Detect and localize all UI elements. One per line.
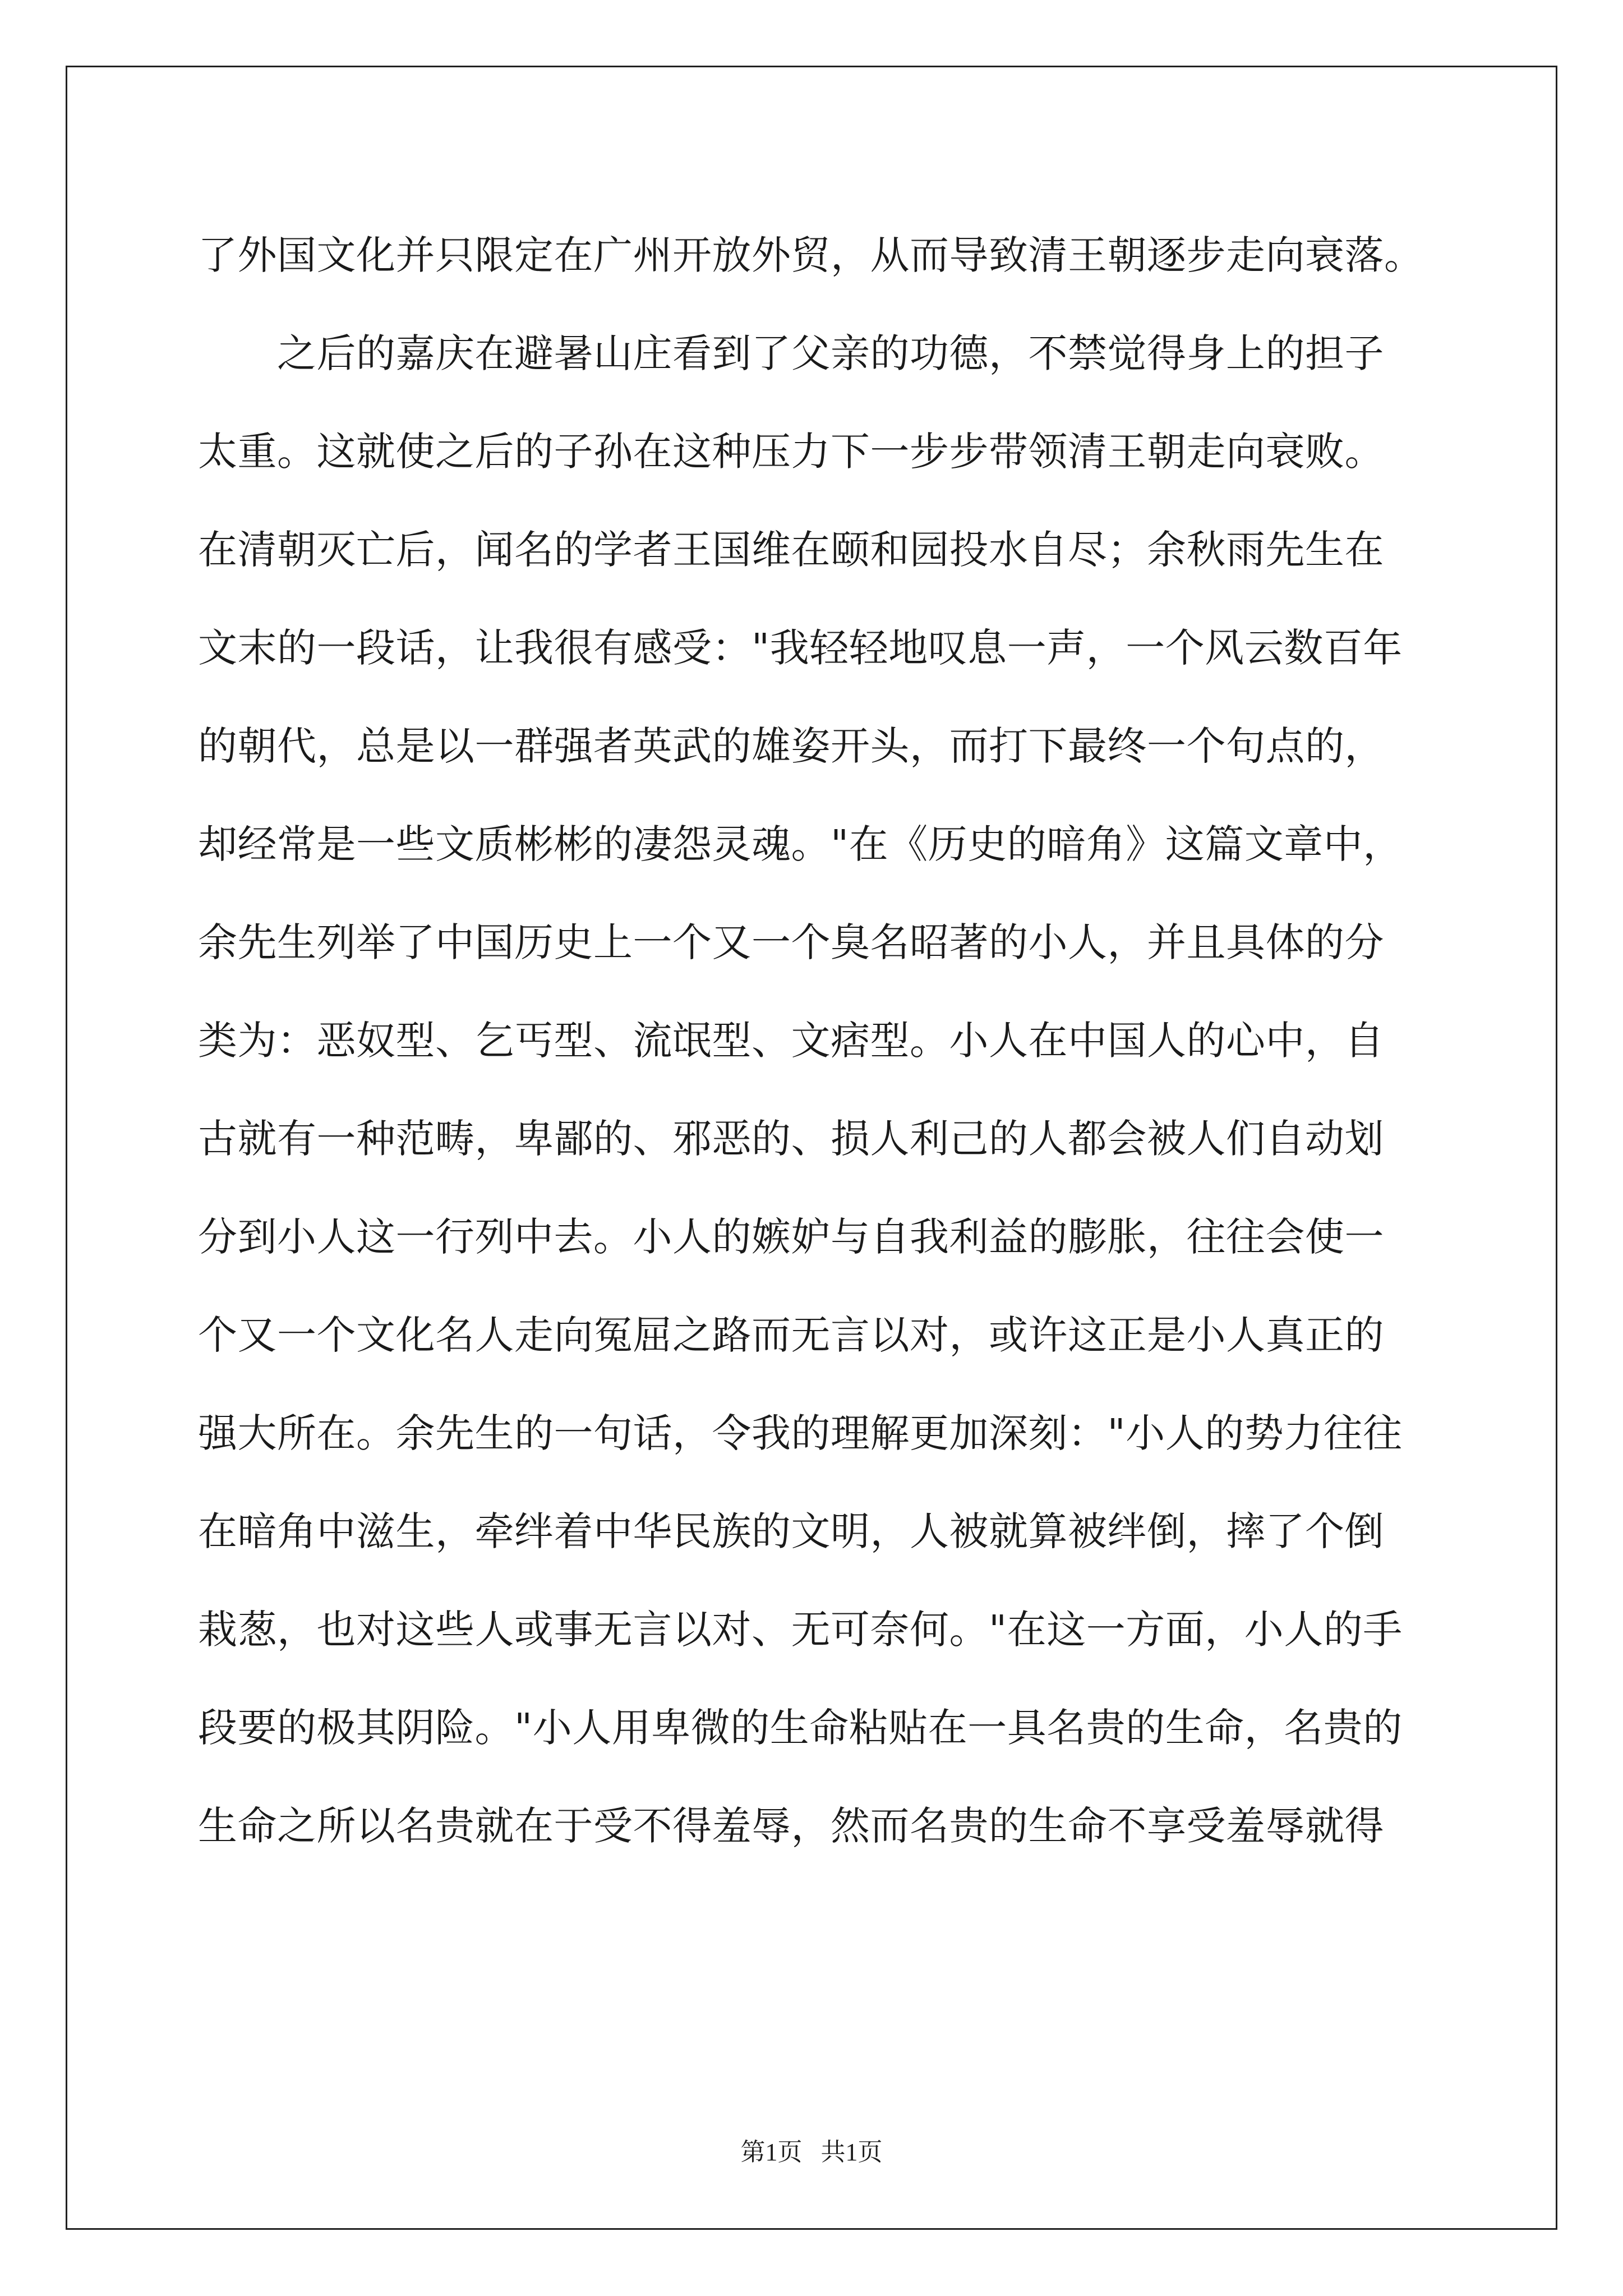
text-line: 段要的极其阴险。"小人用卑微的生命粘贴在一具名贵的生命，名贵的 — [198, 1705, 1403, 1751]
text-line: 个又一个文化名人走向冤屈之路而无言以对，或许这正是小人真正的 — [198, 1312, 1384, 1358]
text-line: 太重。这就使之后的子孙在这种压力下一步步带领清王朝走向衰败。 — [198, 429, 1384, 475]
text-line: 古就有一种范畴，卑鄙的、邪恶的、损人利己的人都会被人们自动划 — [198, 1116, 1384, 1162]
text-line: 在暗角中滋生，牵绊着中华民族的文明，人被就算被绊倒，摔了个倒 — [198, 1508, 1384, 1554]
text-line: 栽葱，也对这些人或事无言以对、无可奈何。"在这一方面，小人的手 — [198, 1607, 1403, 1653]
text-line: 之后的嘉庆在避暑山庄看到了父亲的功德，不禁觉得身上的担子 — [198, 330, 1384, 376]
text-line: 余先生列举了中国历史上一个又一个臭名昭著的小人，并且具体的分 — [198, 919, 1384, 965]
body-text — [198, 206, 1432, 1875]
text-line: 类为：恶奴型、乞丐型、流氓型、文痞型。小人在中国人的心中，自 — [198, 1018, 1384, 1064]
text-line: 的朝代，总是以一群强者英武的雄姿开头，而打下最终一个句点的， — [198, 723, 1384, 769]
text-line: 却经常是一些文质彬彬的凄怨灵魂。"在《历史的暗角》这篇文章中， — [198, 821, 1403, 867]
text-line: 文末的一段话，让我很有感受："我轻轻地叹息一声，一个风云数百年 — [198, 625, 1403, 671]
text-line: 了外国文化并只限定在广州开放外贸，从而导致清王朝逐步走向衰落。 — [198, 232, 1424, 278]
text-line: 强大所在。余先生的一句话，令我的理解更加深刻："小人的势力往往 — [198, 1410, 1403, 1456]
text-line: 在清朝灭亡后，闻名的学者王国维在颐和园投水自尽；余秋雨先生在 — [198, 527, 1384, 573]
text-line: 生命之所以名贵就在于受不得羞辱，然而名贵的生命不享受羞辱就得 — [198, 1803, 1384, 1849]
page-number-footer: 第1页 共1页 — [740, 2138, 883, 2166]
text-line: 分到小人这一行列中去。小人的嫉妒与自我利益的膨胀，往往会使一 — [198, 1214, 1384, 1260]
